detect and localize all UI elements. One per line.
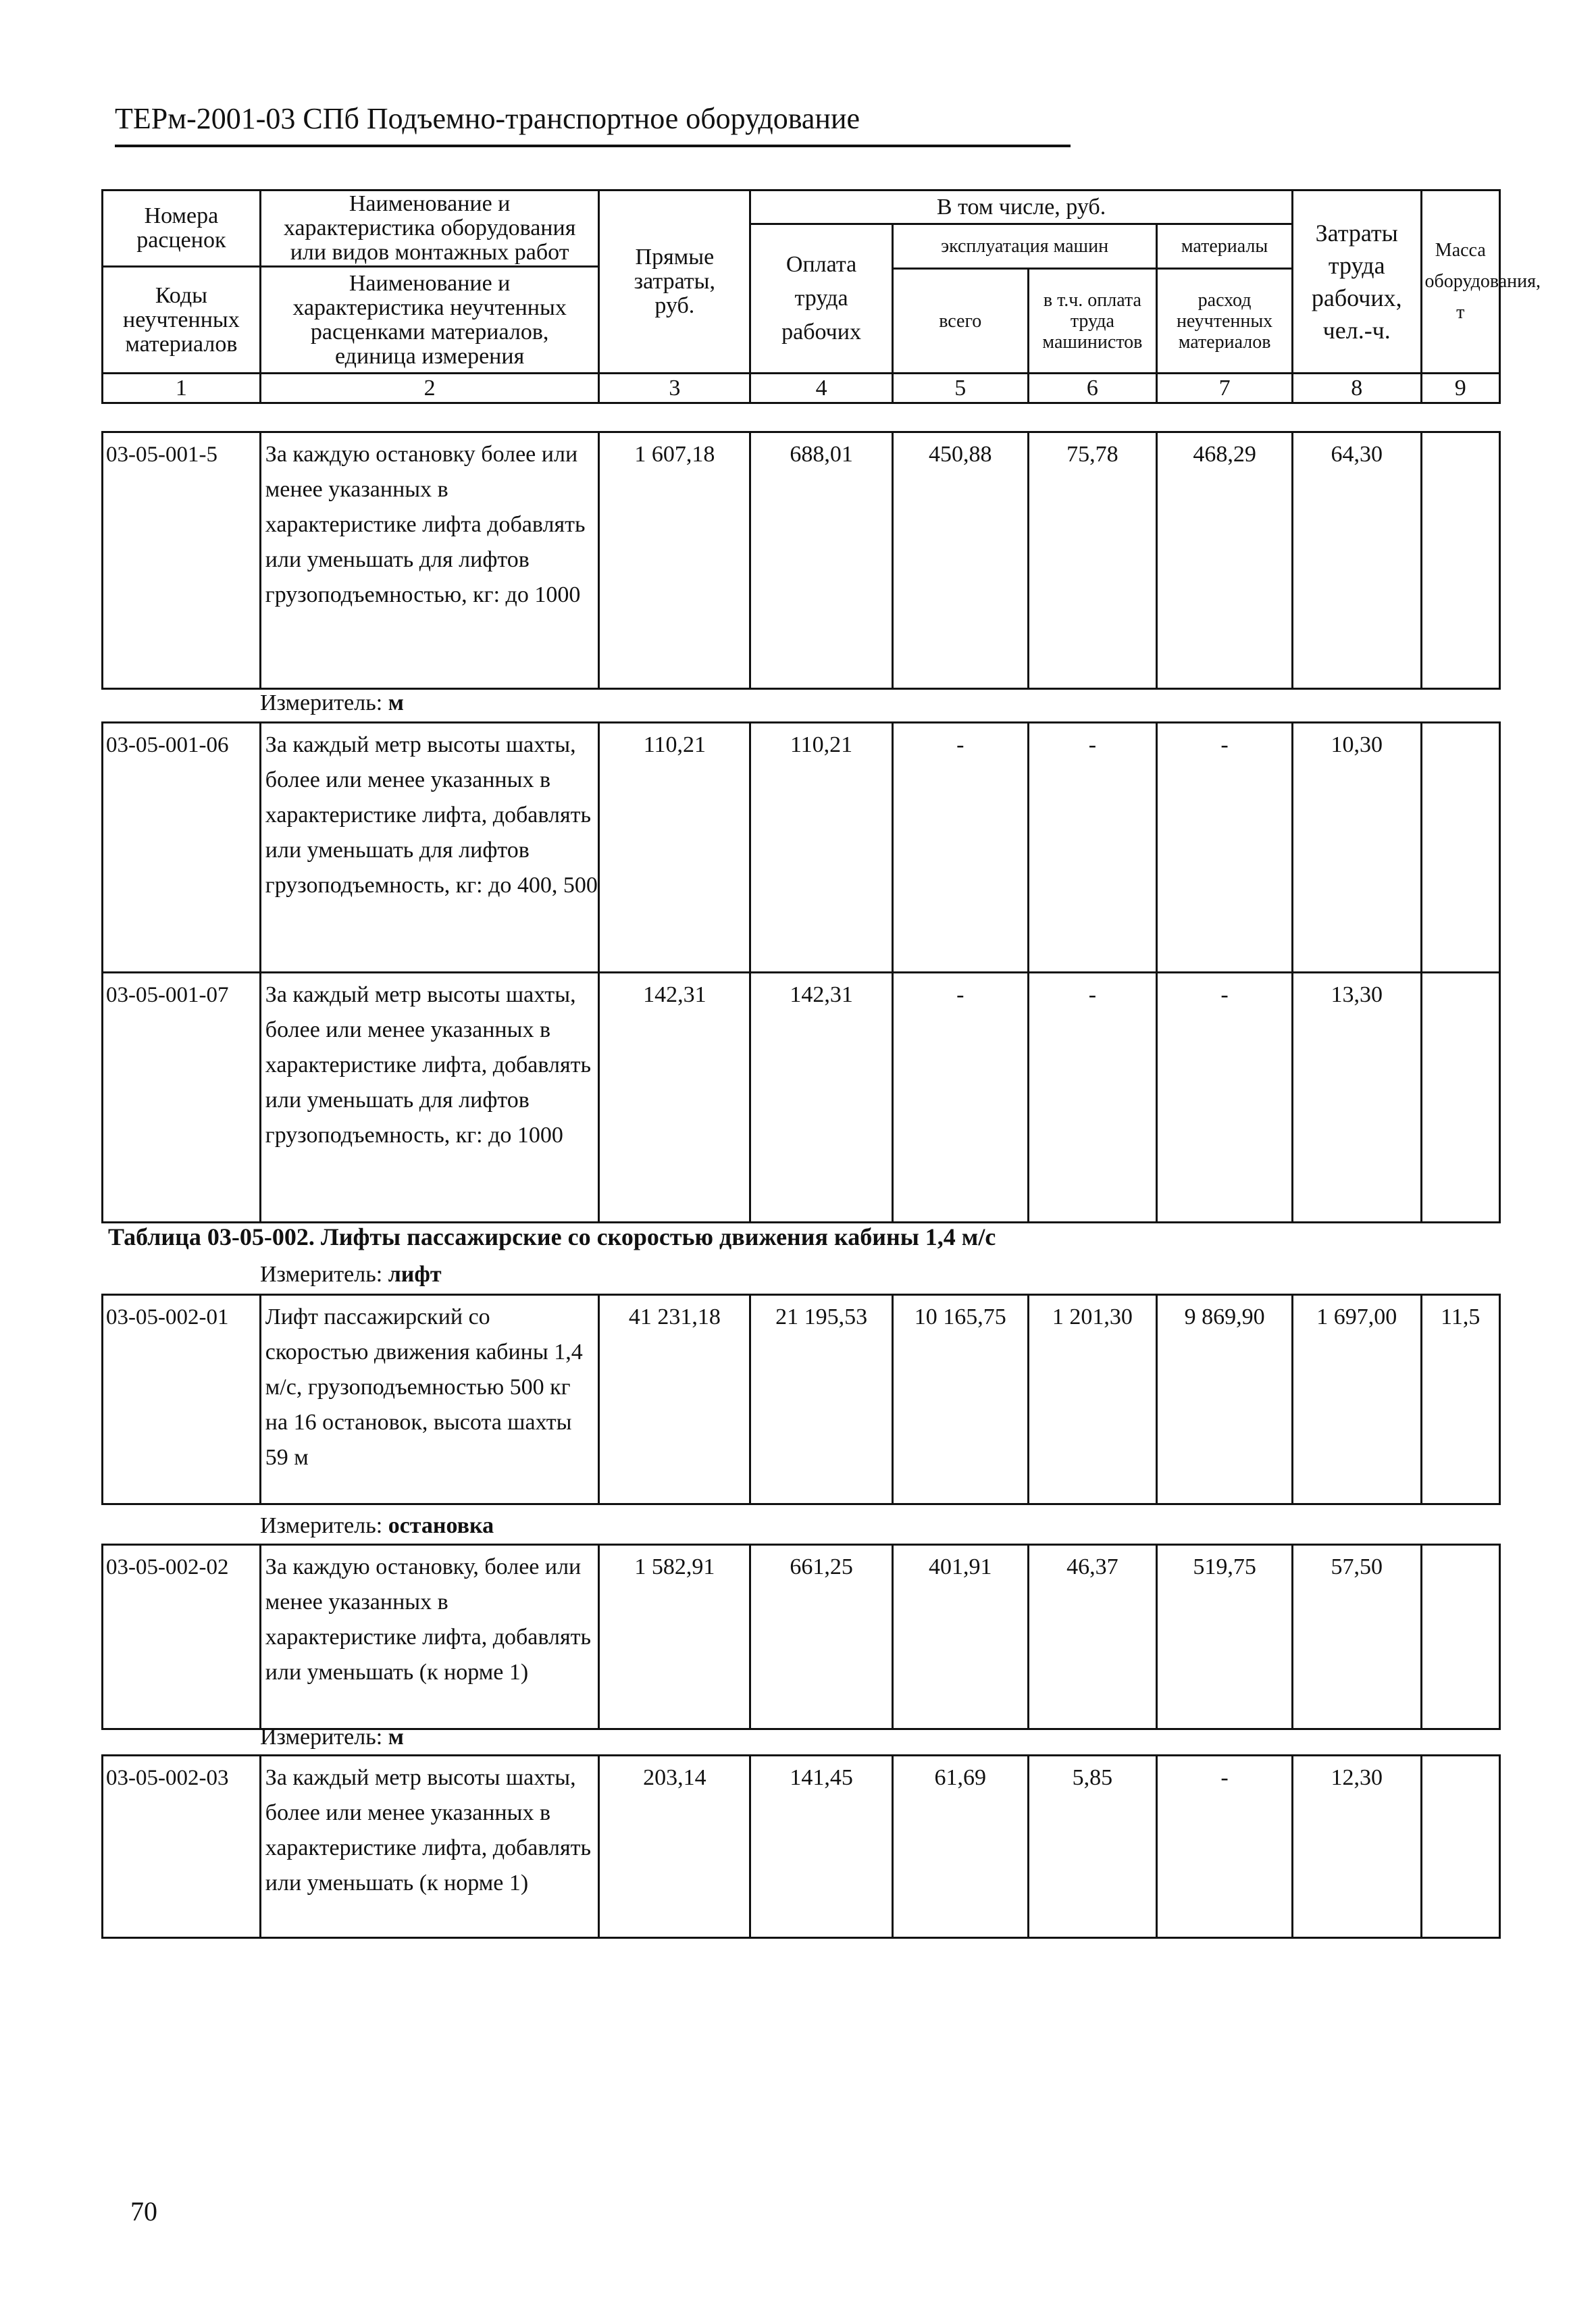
col-number: 3 (599, 374, 750, 403)
direct-costs-value: 1 607,18 (599, 432, 750, 689)
table-row (103, 973, 1500, 1223)
header-work-name: Наименование и характеристика оборудования или видов монтажных работ (261, 191, 598, 268)
measure-label: Измеритель: лифт (260, 1262, 442, 1287)
col-number: 8 (1292, 374, 1421, 403)
header-labor-hours: Затраты труда рабочих, чел.-ч. (1292, 190, 1421, 374)
header-unaccounted-materials: расход неучтенных материалов (1157, 269, 1293, 374)
col-number: 7 (1157, 374, 1293, 403)
rate-description: За каждый метр высоты шахты, более или менее указанных в характеристике лифта, добавлять или уменьшать для лифтов грузоподъемность, кг: до 1000 (260, 973, 599, 1223)
labor-pay-value: 21 195,53 (750, 1295, 893, 1504)
col-number: 4 (750, 374, 893, 403)
measure-label: Измеритель: м (260, 1725, 404, 1750)
measure-unit: остановка (388, 1513, 494, 1538)
mass-value (1421, 432, 1499, 689)
direct-costs-value: 203,14 (599, 1756, 750, 1938)
materials-value: - (1157, 973, 1293, 1223)
machinist-pay-value: - (1028, 973, 1157, 1223)
materials-value: - (1157, 1756, 1293, 1938)
labor-hours-value: 12,30 (1292, 1756, 1421, 1938)
machines-total-value: 10 165,75 (892, 1295, 1028, 1504)
table-row (103, 1756, 1500, 1938)
rate-block (101, 1294, 1501, 1505)
document-title: ТЕРм-2001-03 СПб Подъемно-транспортное оборудование (115, 102, 860, 135)
page-number: 70 (130, 2196, 157, 2227)
direct-costs-value: 110,21 (599, 723, 750, 973)
rate-code: 03-05-002-02 (103, 1545, 261, 1729)
labor-pay-value: 110,21 (750, 723, 893, 973)
machines-total-value: 61,69 (892, 1756, 1028, 1938)
rate-description: За каждую остановку, более или менее указанных в характеристике лифта, добавлять или уменьшать (к норме 1) (260, 1545, 599, 1729)
machines-total-value: 401,91 (892, 1545, 1028, 1729)
col-number: 6 (1028, 374, 1157, 403)
machines-total-value: - (892, 973, 1028, 1223)
machinist-pay-value: 5,85 (1028, 1756, 1157, 1938)
rate-code: 03-05-002-01 (103, 1295, 261, 1504)
rate-code: 03-05-001-07 (103, 973, 261, 1223)
measure-unit: м (388, 1725, 404, 1750)
direct-costs-value: 1 582,91 (599, 1545, 750, 1729)
materials-value: 519,75 (1157, 1545, 1293, 1729)
mass-value (1421, 1545, 1499, 1729)
rate-description: За каждую остановку более или менее указанных в характеристике лифта добавлять или уменьшать для лифтов грузоподъемностью, кг: до 1000 (260, 432, 599, 689)
rate-description: Лифт пассажирский со скоростью движения кабины 1,4 м/с, грузоподъемностью 500 кг на 16 остановок, высота шахты 59 м (260, 1295, 599, 1504)
header-material-name: Наименование и характеристика неучтенных расценками материалов, единица измерения (292, 270, 567, 369)
rate-block (101, 1754, 1501, 1939)
col-number: 5 (892, 374, 1028, 403)
materials-value: 468,29 (1157, 432, 1293, 689)
header-cell-names (260, 190, 599, 374)
col-number: 9 (1421, 374, 1499, 403)
measure-label: Измеритель: м (260, 690, 404, 715)
direct-costs-value: 41 231,18 (599, 1295, 750, 1504)
rate-description: За каждый метр высоты шахты, более или менее указанных в характеристике лифта, добавлять или уменьшать (к норме 1) (260, 1756, 599, 1938)
header-machines-total: всего (892, 269, 1028, 374)
header-worker-pay: Оплата труда рабочих (750, 224, 893, 374)
labor-hours-value: 64,30 (1292, 432, 1421, 689)
rate-code: 03-05-001-5 (103, 432, 261, 689)
measure-unit: лифт (388, 1262, 442, 1287)
labor-pay-value: 688,01 (750, 432, 893, 689)
measure-label: Измеритель: остановка (260, 1513, 494, 1538)
rate-code: 03-05-001-06 (103, 723, 261, 973)
rate-code: 03-05-002-03 (103, 1756, 261, 1938)
labor-hours-value: 1 697,00 (1292, 1295, 1421, 1504)
header-materials: материалы (1157, 224, 1293, 269)
machinist-pay-value: - (1028, 723, 1157, 973)
table-row (103, 1545, 1500, 1729)
rate-description: За каждый метр высоты шахты, более или менее указанных в характеристике лифта, добавлять или уменьшать для лифтов грузоподъемность, кг: до 400, 500 (260, 723, 599, 973)
header-machines: эксплуатация машин (892, 224, 1156, 269)
table-row (103, 432, 1500, 689)
rate-block (101, 431, 1501, 690)
table-row (103, 723, 1500, 973)
header-cell-codes (103, 190, 261, 374)
labor-pay-value: 142,31 (750, 973, 893, 1223)
rate-block (101, 721, 1501, 1223)
col-number: 1 (103, 374, 261, 403)
mass-value (1421, 723, 1499, 973)
materials-value: 9 869,90 (1157, 1295, 1293, 1504)
rate-block (101, 1544, 1501, 1730)
direct-costs-value: 142,31 (599, 973, 750, 1223)
labor-hours-value: 13,30 (1292, 973, 1421, 1223)
mass-value (1421, 973, 1499, 1223)
measure-unit: м (388, 690, 404, 715)
machinist-pay-value: 1 201,30 (1028, 1295, 1157, 1504)
col-number: 2 (260, 374, 599, 403)
header-machinist-pay: в т.ч. оплата труда машинистов (1028, 269, 1157, 374)
labor-pay-value: 141,45 (750, 1756, 893, 1938)
mass-value (1421, 1756, 1499, 1938)
mass-value: 11,5 (1421, 1295, 1499, 1504)
labor-hours-value: 10,30 (1292, 723, 1421, 973)
header-material-codes: Коды неучтенных материалов (123, 282, 240, 357)
labor-hours-value: 57,50 (1292, 1545, 1421, 1729)
machines-total-value: 450,88 (892, 432, 1028, 689)
machinist-pay-value: 46,37 (1028, 1545, 1157, 1729)
header-table (101, 189, 1541, 404)
header-including-group: В том числе, руб. (750, 190, 1293, 224)
table-caption: Таблица 03-05-002. Лифты пассажирские со скоростью движения кабины 1,4 м/с (108, 1223, 996, 1250)
machines-total-value: - (892, 723, 1028, 973)
materials-value: - (1157, 723, 1293, 973)
title-underline (115, 145, 1071, 147)
labor-pay-value: 661,25 (750, 1545, 893, 1729)
table-row (103, 1295, 1500, 1504)
machinist-pay-value: 75,78 (1028, 432, 1157, 689)
header-rate-numbers: Номера расценок (103, 191, 259, 268)
header-equipment-mass: Масса оборудования, т (1421, 190, 1499, 374)
header-direct-costs: Прямые затраты, руб. (599, 190, 750, 374)
